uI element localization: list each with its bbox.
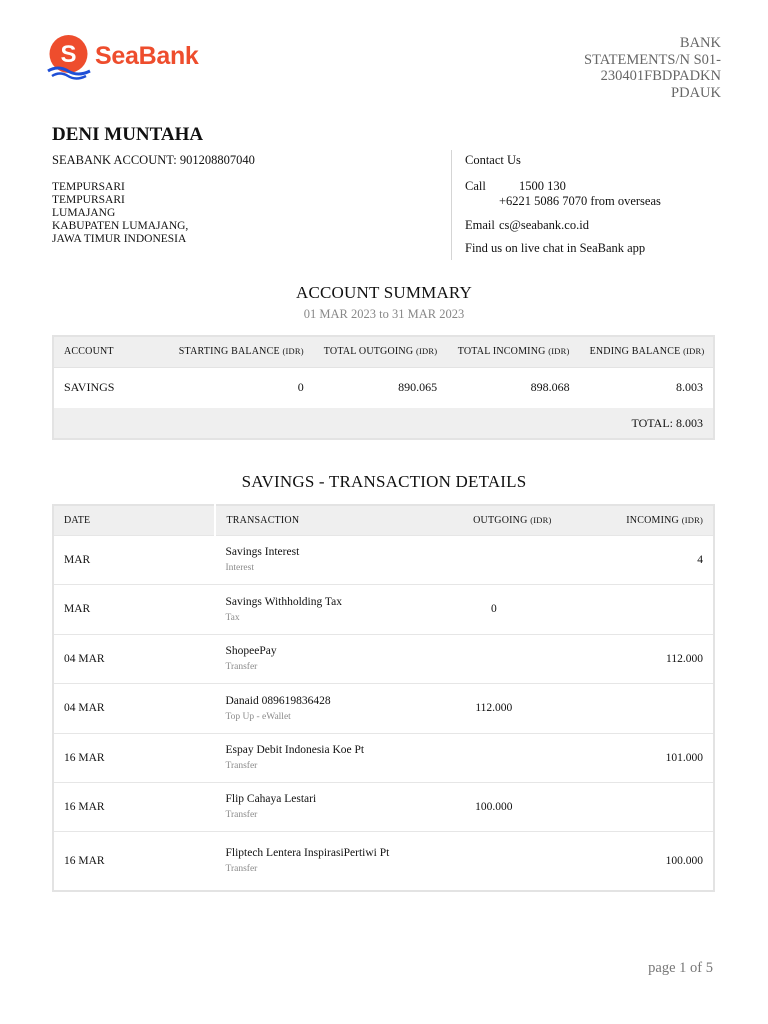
tx-incoming	[562, 584, 714, 634]
tx-outgoing	[426, 733, 561, 782]
tx-outgoing: 100.000	[426, 782, 561, 831]
seabank-logo	[46, 34, 199, 79]
tx-category: Transfer	[225, 662, 258, 672]
tx-description	[215, 584, 426, 634]
tx-incoming	[562, 683, 714, 733]
summary-total: TOTAL: 8.003	[631, 415, 703, 430]
summary-incoming: 898.068	[530, 380, 570, 395]
tx-category: Transfer	[225, 761, 258, 771]
transaction-row	[53, 683, 714, 733]
call-overseas-number[interactable]: +6221 5086 7070 from overseas	[499, 194, 661, 208]
account-summary-title: ACCOUNT SUMMARY	[295, 283, 473, 302]
tx-description	[215, 733, 426, 782]
transaction-header-row	[53, 505, 714, 535]
customer-name: DENI MUNTAHA	[52, 124, 204, 145]
statement-ref-line: BANK	[679, 35, 721, 51]
tx-name: Espay Debit Indonesia Koe Pt	[225, 744, 365, 756]
tx-name: ShopeePay	[225, 645, 277, 657]
account-number: SEABANK ACCOUNT: 901208807040	[52, 153, 255, 167]
tx-description	[215, 634, 426, 683]
address-line: LUMAJANG	[52, 207, 116, 219]
tx-name: Savings Interest	[225, 546, 300, 558]
call-label: Call	[465, 179, 486, 193]
transaction-row	[53, 634, 714, 683]
tx-category: Top Up - eWallet	[225, 711, 291, 722]
vertical-divider	[451, 150, 452, 260]
col-outgoing: OUTGOING (IDR)	[426, 505, 561, 535]
statement-ref-line: STATEMENTS/N S01-	[584, 51, 721, 68]
statement-ref-line: 230401FBDPADKN	[600, 68, 721, 84]
tx-incoming	[562, 782, 714, 831]
col-total-incoming: TOTAL INCOMING (IDR)	[447, 336, 579, 367]
transaction-table	[52, 504, 715, 892]
statement-reference	[521, 35, 721, 101]
address-line: TEMPURSARI	[52, 181, 125, 193]
transaction-details-title: SAVINGS - TRANSACTION DETAILS	[241, 472, 527, 491]
transaction-row	[53, 831, 714, 891]
summary-ending: 8.003	[676, 380, 703, 395]
tx-name: Danaid 089619836428	[225, 694, 331, 707]
page-number: page 1 of 5	[648, 960, 713, 976]
tx-date: MAR	[53, 584, 215, 634]
tx-outgoing	[426, 535, 561, 584]
tx-incoming: 100.000	[562, 831, 714, 891]
tx-incoming: 112.000	[562, 634, 714, 683]
summary-starting: 0	[297, 380, 304, 395]
tx-date: 16 MAR	[53, 733, 215, 782]
svg-text:S: S	[60, 41, 77, 68]
summary-outgoing: 890.065	[398, 380, 438, 395]
tx-date: 04 MAR	[53, 634, 215, 683]
tx-description	[215, 831, 426, 891]
tx-outgoing	[426, 831, 561, 891]
tx-description	[215, 535, 426, 584]
tx-name: Flip Cahaya Lestari	[225, 793, 317, 805]
tx-incoming: 4	[562, 535, 714, 584]
address-line: KABUPATEN LUMAJANG,	[52, 220, 189, 232]
transaction-row	[53, 535, 714, 584]
tx-outgoing: 112.000	[426, 683, 561, 733]
tx-date: 16 MAR	[53, 831, 215, 891]
tx-date: 04 MAR	[53, 683, 215, 733]
col-date: DATE	[53, 505, 215, 535]
contact-title: Contact Us	[465, 153, 521, 167]
live-chat-text: Find us on live chat in SeaBank app	[465, 241, 646, 255]
account-summary-table	[52, 335, 715, 440]
tx-category: Transfer	[225, 810, 258, 820]
tx-name: Fliptech Lentera InspirasiPertiwi Pt	[225, 847, 390, 860]
transaction-rows	[53, 535, 714, 891]
tx-outgoing: 0	[426, 584, 561, 634]
summary-period: 01 MAR 2023 to 31 MAR 2023	[303, 307, 465, 321]
logo-text: SeaBank	[95, 42, 199, 70]
transaction-row	[53, 782, 714, 831]
transaction-row	[53, 733, 714, 782]
summary-data-row	[53, 367, 714, 408]
tx-description	[215, 683, 426, 733]
col-incoming: INCOMING (IDR)	[562, 505, 714, 535]
summary-account: SAVINGS	[64, 380, 115, 395]
email-label: Email	[465, 218, 495, 232]
col-transaction: TRANSACTION	[215, 505, 426, 535]
statement-ref-line: PDAUK	[671, 84, 721, 101]
col-account: ACCOUNT	[53, 336, 153, 367]
col-starting-balance: STARTING BALANCE (IDR)	[153, 336, 313, 367]
col-total-outgoing: TOTAL OUTGOING (IDR)	[314, 336, 447, 367]
tx-name: Savings Withholding Tax	[225, 595, 342, 608]
tx-category: Tax	[225, 612, 240, 623]
customer-address	[52, 181, 188, 246]
tx-date: 16 MAR	[53, 782, 215, 831]
summary-header-row	[53, 336, 714, 367]
transaction-row	[53, 584, 714, 634]
address-line: JAWA TIMUR INDONESIA	[52, 233, 187, 245]
summary-total-row	[53, 408, 714, 439]
tx-description	[215, 782, 426, 831]
tx-category: Transfer	[225, 864, 258, 875]
tx-outgoing	[426, 634, 561, 683]
col-ending-balance: ENDING BALANCE (IDR)	[580, 336, 714, 367]
tx-incoming: 101.000	[562, 733, 714, 782]
tx-category: Interest	[225, 563, 254, 573]
seabank-logo-icon	[46, 34, 91, 79]
email-link[interactable]: cs@seabank.co.id	[499, 218, 589, 232]
address-line: TEMPURSARI	[52, 194, 125, 206]
tx-date: MAR	[53, 535, 215, 584]
call-local-number[interactable]: 1500 130	[519, 179, 566, 193]
